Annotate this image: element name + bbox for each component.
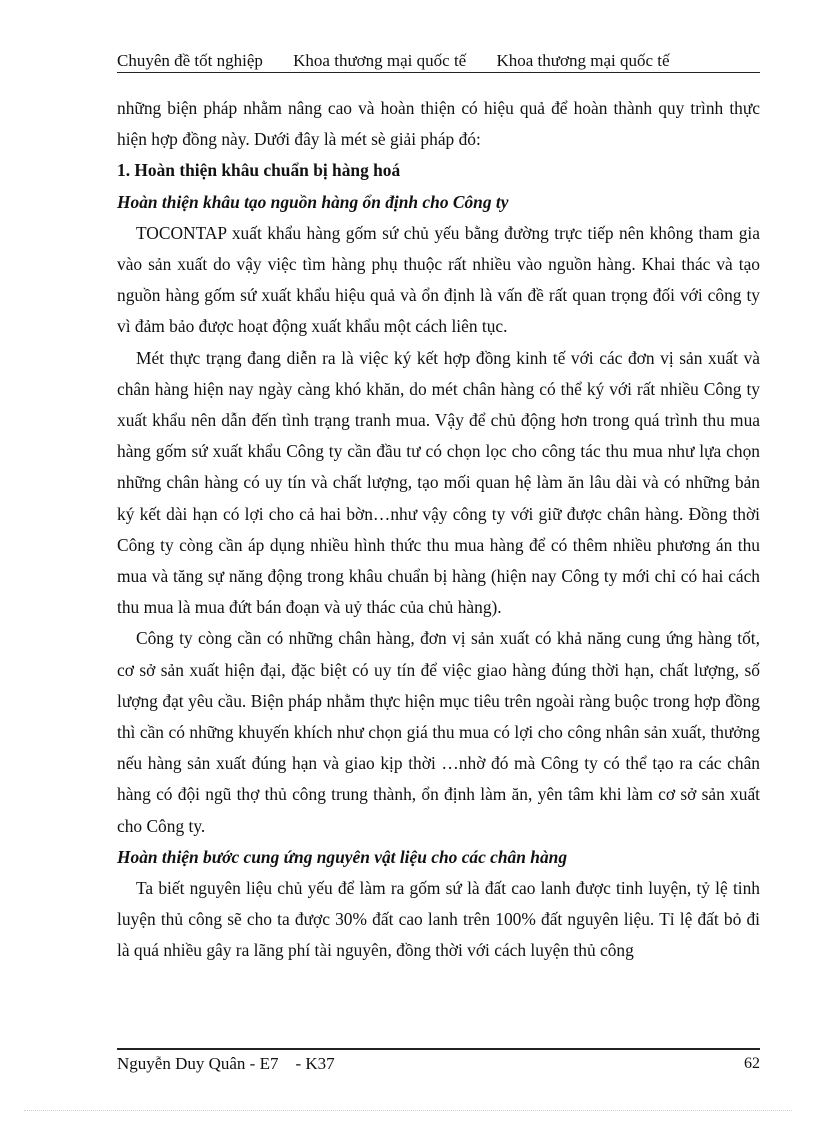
- section-heading: 1. Hoàn thiện khâu chuẩn bị hàng hoá: [117, 160, 401, 181]
- subsection-heading-sourcing: Hoàn thiện khâu tạo nguồn hàng ổn định cho Công ty: [117, 191, 509, 212]
- document-body: [117, 93, 760, 967]
- header-title-1: Chuyên đề tốt nghiệp: [117, 51, 263, 70]
- header-divider: [117, 72, 760, 73]
- page-number: 62: [744, 1055, 760, 1072]
- paragraph-1: TOCONTAP xuất khẩu hàng gốm sứ chủ yếu bằng đường trực tiếp nên không tham gia vào sản xuất do vậy việc tìm hàng phụ thuộc rất nhiều vào nguồn hàng. Khai thác và tạo nguồn hàng gốm sứ xuất khẩu hiệu quả và ổn định là vấn đề rất quan trọng đối với công ty vì đảm bảo được hoạt động xuất khẩu một cách liên tục.: [117, 222, 760, 337]
- footer-divider: [117, 1048, 760, 1050]
- page-footer: [117, 1053, 760, 1075]
- paragraph-4: Ta biết nguyên liệu chủ yếu để làm ra gốm sứ là đất cao lanh được tinh luyện, tỷ lệ tinh luyện thủ công sẽ cho ta được 30% đất cao lanh trên 100% đất nguyên liệu. Tỉ lệ đất bỏ đi là quá nhiều gây ra lãng phí tài nguyên, đồng thời với cách luyện thủ công: [117, 878, 760, 961]
- paragraph-2: Mét thực trạng đang diễn ra là việc ký kết hợp đồng kinh tế với các đơn vị sản xuất và chân hàng hiện nay ngày càng khó khăn, do mét chân hàng có thể ký với rất nhiều Công ty xuất khẩu nên dẫn đến tình trạng tranh mua. Vậy để chủ động hơn trong quá trình thu mua hàng gốm sứ xuất khẩu Công ty cần đầu tư có chọn lọc cho công tác thu mua như lựa chọn những chân hàng có uy tín và chất lượng, tạo mối quan hệ làm ăn lâu dài và có những bản ký kết dài hạn có lợi cho cả hai bờn…như vậy công ty với giữ được chân hàng. Đồng thời Công ty còng cần áp dụng nhiều hình thức thu mua hàng để có thêm nhiều phương án thu mua và tăng sự năng động trong khâu chuẩn bị hàng (hiện nay Công ty mới chỉ có hai cách thu mua là mua đứt bán đoạn và uỷ thác của chủ hàng).: [117, 347, 760, 618]
- header-title-2: Khoa thương mại quốc tế: [293, 51, 467, 70]
- header-title-3: Khoa thương mại quốc tế: [496, 51, 670, 70]
- paragraph-3: Công ty còng cần có những chân hàng, đơn vị sản xuất có khả năng cung ứng hàng tốt, cơ sở sản xuất hiện đại, đặc biệt có uy tín để việc giao hàng đúng thời hạn, chất lượng, số lượng đạt yêu cầu. Biện pháp nhằm thực hiện mục tiêu trên ngoài ràng buộc trong hợp đồng thì cần có những khuyến khích như chọn giá thu mua có lợi cho công nhân sản xuất, thưởng nếu hàng sản xuất đúng hạn và giao kịp thời …nhờ đó mà Công ty có thể tạo ra các chân hàng có đội ngũ thợ thủ công trung thành, ổn định làm ăn, yên tâm khi làm cơ sở sản xuất cho Công ty.: [117, 628, 760, 836]
- subsection-heading-materials: Hoàn thiện bước cung ứng nguyên vật liệu cho các chân hàng: [117, 846, 568, 867]
- paragraph-continued: những biện pháp nhằm nâng cao và hoàn thiện có hiệu quả để hoàn thành quy trình thực hiện hợp đồng này. Dưới đây là mét sè giải pháp đó:: [117, 98, 760, 150]
- footer-author: Nguyễn Duy Quân - E7 - K37: [117, 1054, 335, 1073]
- page-edge-dots: [24, 1110, 792, 1111]
- page-header: [117, 50, 760, 72]
